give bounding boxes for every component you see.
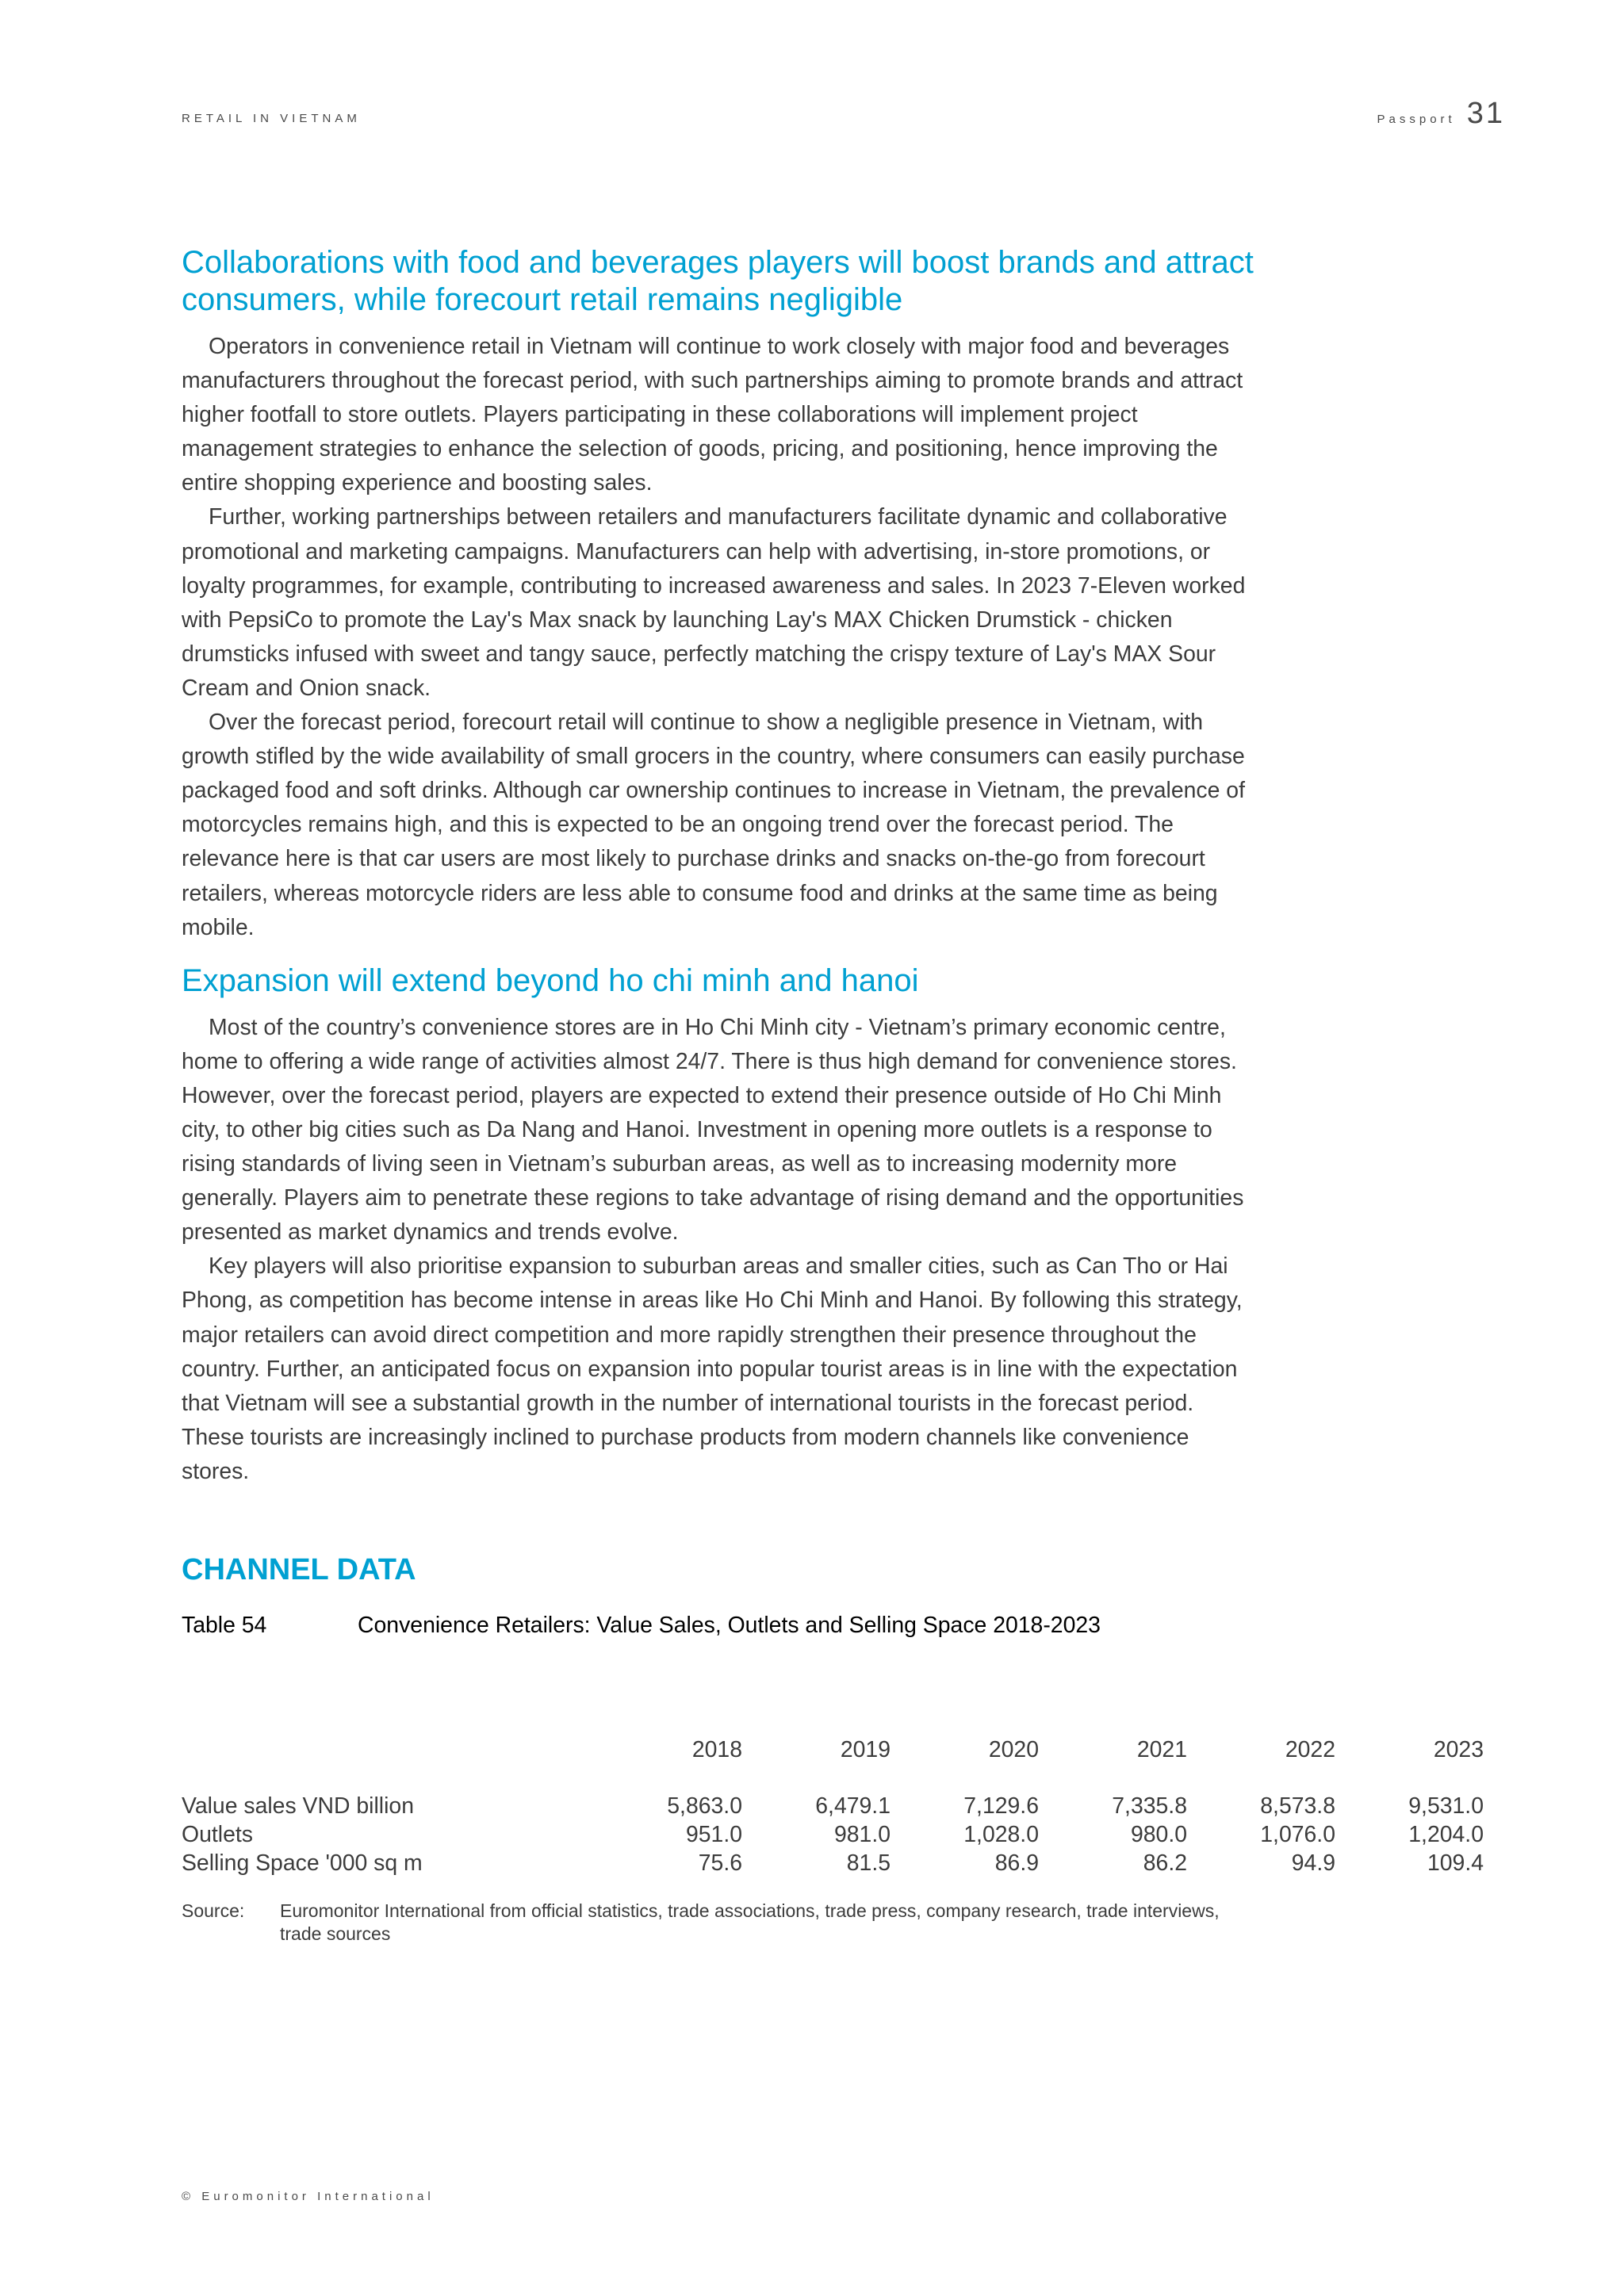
- cell-value: 7,335.8: [1112, 1793, 1187, 1819]
- cell-value: 981.0: [833, 1822, 891, 1847]
- table-row: [182, 1820, 1484, 1849]
- paragraph: Key players will also prioritise expansion to suburban areas and smaller cities, such as Can Tho or Hai Phong, as competition has become intense in areas like Ho Chi Minh and Hanoi. By following this strategy, major retailers can avoid direct competition and more rapidly strengthen their presence throughout the country. Further, an anticipated focus on expansion into popular tourist areas is in line with the expectation that Vietnam will see a substantial growth in the number of international tourists in the forecast period. These tourists are increasingly inclined to purchase products from modern channels like convenience stores.: [182, 1253, 1243, 1484]
- paragraph: Further, working partnerships between retailers and manufacturers facilitate dynamic and collaborative promotional and marketing campaigns. Manufacturers can help with advertising, in-store promotions, or loyalty programmes, for example, contributing to increased awareness and sales. In 2023 7-Eleven worked with PepsiCo to promote the Lay's Max snack by launching Lay's MAX Chicken Drumstick - chicken drumsticks infused with sweet and tangy sauce, perfectly matching the crispy texture of Lay's MAX Sour Cream and Onion snack.: [182, 504, 1246, 701]
- header-blank: [182, 1735, 594, 1765]
- table-header-row: [182, 1735, 1484, 1765]
- year-header: 2022: [1285, 1737, 1335, 1762]
- data-table: [182, 1735, 1484, 1877]
- header-right: [1377, 97, 1505, 131]
- section-expansion: [182, 962, 1260, 1489]
- year-header: 2020: [988, 1737, 1039, 1762]
- cell-value: 86.9: [994, 1850, 1039, 1876]
- cell-value: 9,531.0: [1408, 1793, 1484, 1819]
- cell-value: 1,204.0: [1408, 1822, 1484, 1847]
- cell-value: 5,863.0: [667, 1793, 742, 1819]
- section-collaborations: [182, 244, 1260, 945]
- table-title: Convenience Retailers: Value Sales, Outlets and Selling Space 2018-2023: [358, 1613, 1101, 1638]
- table-row: [182, 1849, 1484, 1877]
- row-label: Value sales VND billion: [182, 1793, 414, 1819]
- cell-value: 7,129.6: [963, 1793, 1039, 1819]
- brand-name: Passport: [1377, 113, 1456, 126]
- cell-value: 81.5: [846, 1850, 891, 1876]
- cell-value: 75.6: [698, 1850, 742, 1876]
- cell-value: 980.0: [1130, 1822, 1187, 1847]
- source-text: Euromonitor International from official statistics, trade associations, trade press, company research, trade interviews, trade sources: [280, 1900, 1220, 1944]
- cell-value: 8,573.8: [1260, 1793, 1335, 1819]
- cell-value: 1,028.0: [963, 1822, 1039, 1847]
- section-heading: Collaborations with food and beverages players will boost brands and attract consumers, while forecourt retail remains negligible: [182, 245, 1254, 317]
- table-row: [182, 1792, 1484, 1820]
- report-title: RETAIL IN VIETNAM: [182, 112, 361, 125]
- copyright-footer: © Euromonitor International: [182, 2190, 435, 2203]
- cell-value: 109.4: [1427, 1850, 1484, 1876]
- paragraph: Over the forecast period, forecourt retail will continue to show a negligible presence in Vietnam, with growth stifled by the wide availability of small grocers in the country, where consumers can easily purchase packaged food and soft drinks. Although car ownership continues to increase in Vietnam, the prevalence of motorcycles remains high, and this is expected to be an ongoing trend over the forecast period. The relevance here is that car users are most likely to purchase drinks and snacks on-the-go from forecourt retailers, whereas motorcycle riders are less able to consume food and drinks at the same time as being mobile.: [182, 710, 1245, 940]
- page-header: [182, 97, 1505, 136]
- year-header: 2018: [691, 1737, 742, 1762]
- paragraph: Operators in convenience retail in Vietnam will continue to work closely with major food and beverages manufacturers throughout the forecast period, with such partnerships aiming to promote brands and attract higher footfall to store outlets. Players participating in these collaborations will implement project management strategies to enhance the selection of goods, pricing, and positioning, hence improving the entire shopping experience and boosting sales.: [182, 334, 1243, 496]
- cell-value: 86.2: [1143, 1850, 1187, 1876]
- year-header: 2021: [1136, 1737, 1187, 1762]
- paragraph: Most of the country’s convenience stores are in Ho Chi Minh city - Vietnam’s primary economic centre, home to offering a wide range of activities almost 24/7. There is thus high demand for convenience stores. However, over the forecast period, players are expected to extend their presence outside of Ho Chi Minh city, to other big cities such as Da Nang and Hanoi. Investment in opening more outlets is a response to rising standards of living seen in Vietnam’s suburban areas, as well as to increasing modernity more generally. Players aim to penetrate these regions to take advantage of rising demand and the opportunities presented as market dynamics and trends evolve.: [182, 1014, 1244, 1246]
- channel-data-heading: CHANNEL DATA: [182, 1553, 416, 1586]
- spacer-row: [182, 1765, 1484, 1792]
- cell-value: 1,076.0: [1260, 1822, 1335, 1847]
- row-label: Outlets: [182, 1822, 253, 1847]
- cell-value: 951.0: [685, 1822, 742, 1847]
- table-caption: [182, 1609, 1260, 1641]
- page-number: 31: [1466, 97, 1505, 130]
- source-label: Source:: [182, 1900, 245, 1921]
- year-header: 2023: [1433, 1737, 1484, 1762]
- year-header: 2019: [840, 1737, 891, 1762]
- table-number: Table 54: [182, 1613, 267, 1638]
- table-source: [182, 1900, 1244, 1946]
- row-label: Selling Space '000 sq m: [182, 1850, 423, 1876]
- cell-value: 6,479.1: [815, 1793, 891, 1819]
- section-heading: Expansion will extend beyond ho chi minh and hanoi: [182, 962, 919, 998]
- main-content: [182, 244, 1260, 1641]
- cell-value: 94.9: [1291, 1850, 1335, 1876]
